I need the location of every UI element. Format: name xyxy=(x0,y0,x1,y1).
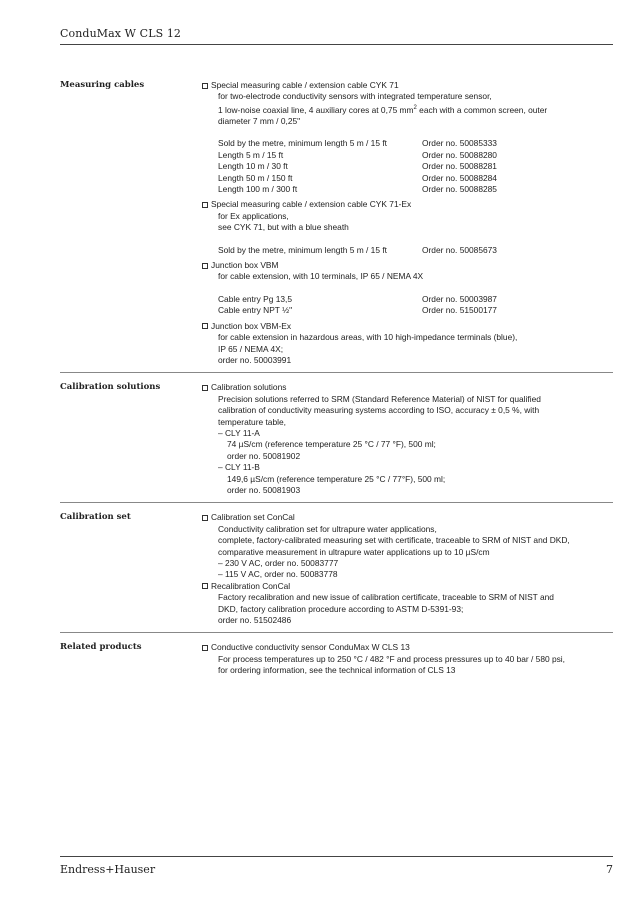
checkbox-icon xyxy=(202,263,208,269)
list-item-cyk71 xyxy=(202,80,613,195)
item-title: Special measuring cable / extension cable CYK 71 xyxy=(211,80,399,90)
order-row: Length 10 m / 30 ft Order no. 50088281 xyxy=(218,161,497,172)
order-row: Sold by the metre, minimum length 5 m / 15 ft Order no. 50085333 xyxy=(218,138,497,149)
item-text: Precision solutions referred to SRM (Standard Reference Material) of NIST for qualified xyxy=(218,393,541,404)
item-text: comparative measurement in ultrapure water applications up to 10 µS/cm xyxy=(218,546,490,557)
item-text: For process temperatures up to 250 °C / 482 °F and process pressures up to 40 bar / 580 psi, xyxy=(218,653,565,664)
section-calibration-solutions xyxy=(60,382,613,503)
item-text: complete, factory-calibrated measuring set with certificate, traceable to SRM of NIST and DKD, xyxy=(218,535,570,546)
item-text: 1 low-noise coaxial line, 4 auxiliary cores at 0,75 $mm^2$ each with a common screen, outer xyxy=(218,104,548,115)
item-text: order no. 50003991 xyxy=(218,354,292,365)
checkbox-icon xyxy=(202,515,208,521)
item-text: – 230 V AC, order no. 50083777 xyxy=(218,558,339,569)
item-text: order no. 50081903 xyxy=(227,484,301,495)
list-item-cyk71ex xyxy=(202,199,613,256)
checkbox-icon xyxy=(202,323,208,329)
section-related-products xyxy=(60,642,613,682)
section-measuring-cables xyxy=(60,80,613,373)
item-text: for cable extension, with 10 terminals, IP 65 / NEMA 4X xyxy=(218,271,424,282)
item-title: Calibration solutions xyxy=(211,382,287,393)
section-label: Related products xyxy=(60,642,142,653)
item-text: DKD, factory calibration procedure according to ASTM D-5391-93; xyxy=(218,603,464,614)
item-title: Special measuring cable / extension cable CYK 71-Ex xyxy=(211,199,412,210)
checkbox-icon xyxy=(202,645,208,651)
item-title: Junction box VBM xyxy=(211,260,279,271)
item-text: 74 µS/cm (reference temperature 25 °C / 77 °F), 500 ml; xyxy=(227,439,436,450)
item-text: IP 65 / NEMA 4X; xyxy=(218,343,284,354)
item-text: – CLY 11-A xyxy=(218,427,260,438)
order-row: Length 5 m / 15 ft Order no. 50088280 xyxy=(218,149,497,160)
section-body xyxy=(202,512,613,626)
order-row: Cable entry Pg 13,5 Order no. 50003987 xyxy=(218,293,497,304)
header-title: ConduMax W CLS 12 xyxy=(60,27,182,40)
item-text: 149,6 µS/cm (reference temperature 25 °C / 77°F), 500 ml; xyxy=(227,473,446,484)
list-item-recal xyxy=(202,581,613,627)
section-label: Calibration solutions xyxy=(60,382,161,393)
item-title: Calibration set ConCal xyxy=(211,512,295,523)
item-text: Factory recalibration and new issue of calibration certificate, traceable to SRM of NIST and xyxy=(218,592,554,603)
footer-rule xyxy=(60,856,613,857)
checkbox-icon xyxy=(202,385,208,391)
section-body xyxy=(202,382,613,496)
page-number: 7 xyxy=(606,863,613,876)
item-text: – 115 V AC, order no. 50083778 xyxy=(218,569,338,580)
section-body xyxy=(202,642,613,676)
order-row: Sold by the metre, minimum length 5 m / 15 ft Order no. 50085673 xyxy=(218,244,497,255)
item-title: Conductive conductivity sensor ConduMax W CLS 13 xyxy=(211,642,410,653)
item-text: for cable extension in hazardous areas, with 10 high-impedance terminals (blue), xyxy=(218,332,518,343)
content xyxy=(60,80,613,692)
list-item-vbm xyxy=(202,260,613,317)
item-text: see CYK 71, but with a blue sheath xyxy=(218,222,349,233)
section-label: Measuring cables xyxy=(60,80,145,90)
item-title: Recalibration ConCal xyxy=(211,580,291,591)
order-row: Length 100 m / 300 ft Order no. 50088285 xyxy=(218,184,497,195)
header-rule xyxy=(60,44,613,45)
list-item-solutions xyxy=(202,382,613,496)
item-text: for Ex applications, xyxy=(218,210,289,221)
section-body xyxy=(202,80,613,366)
item-text: for two-electrode conductivity sensors with integrated temperature sensor, xyxy=(218,91,492,102)
item-text: calibration of conductivity measuring systems according to ISO, accuracy ± 0,5 %, with xyxy=(218,405,540,416)
list-item-vbmex xyxy=(202,321,613,367)
checkbox-icon xyxy=(202,202,208,208)
item-title: Junction box VBM-Ex xyxy=(211,320,292,331)
order-row: Cable entry NPT ½" Order no. 51500177 xyxy=(218,305,497,316)
item-text: – CLY 11-B xyxy=(218,462,260,473)
footer-company: Endress+Hauser xyxy=(60,863,156,876)
item-text: Conductivity calibration set for ultrapure water applications, xyxy=(218,523,437,534)
list-item-calset xyxy=(202,512,613,580)
checkbox-icon xyxy=(202,583,208,589)
item-text: temperature table, xyxy=(218,416,286,427)
order-row: Length 50 m / 150 ft Order no. 50088284 xyxy=(218,172,497,183)
item-text: order no. 50081902 xyxy=(227,450,301,461)
section-calibration-set xyxy=(60,512,613,633)
section-label: Calibration set xyxy=(60,512,131,523)
checkbox-icon xyxy=(202,83,208,89)
item-text: for ordering information, see the technical information of CLS 13 xyxy=(218,665,456,676)
list-item-cls13 xyxy=(202,642,613,676)
item-text: order no. 51502486 xyxy=(218,615,292,626)
item-text: diameter 7 mm / 0,25" xyxy=(218,116,301,127)
